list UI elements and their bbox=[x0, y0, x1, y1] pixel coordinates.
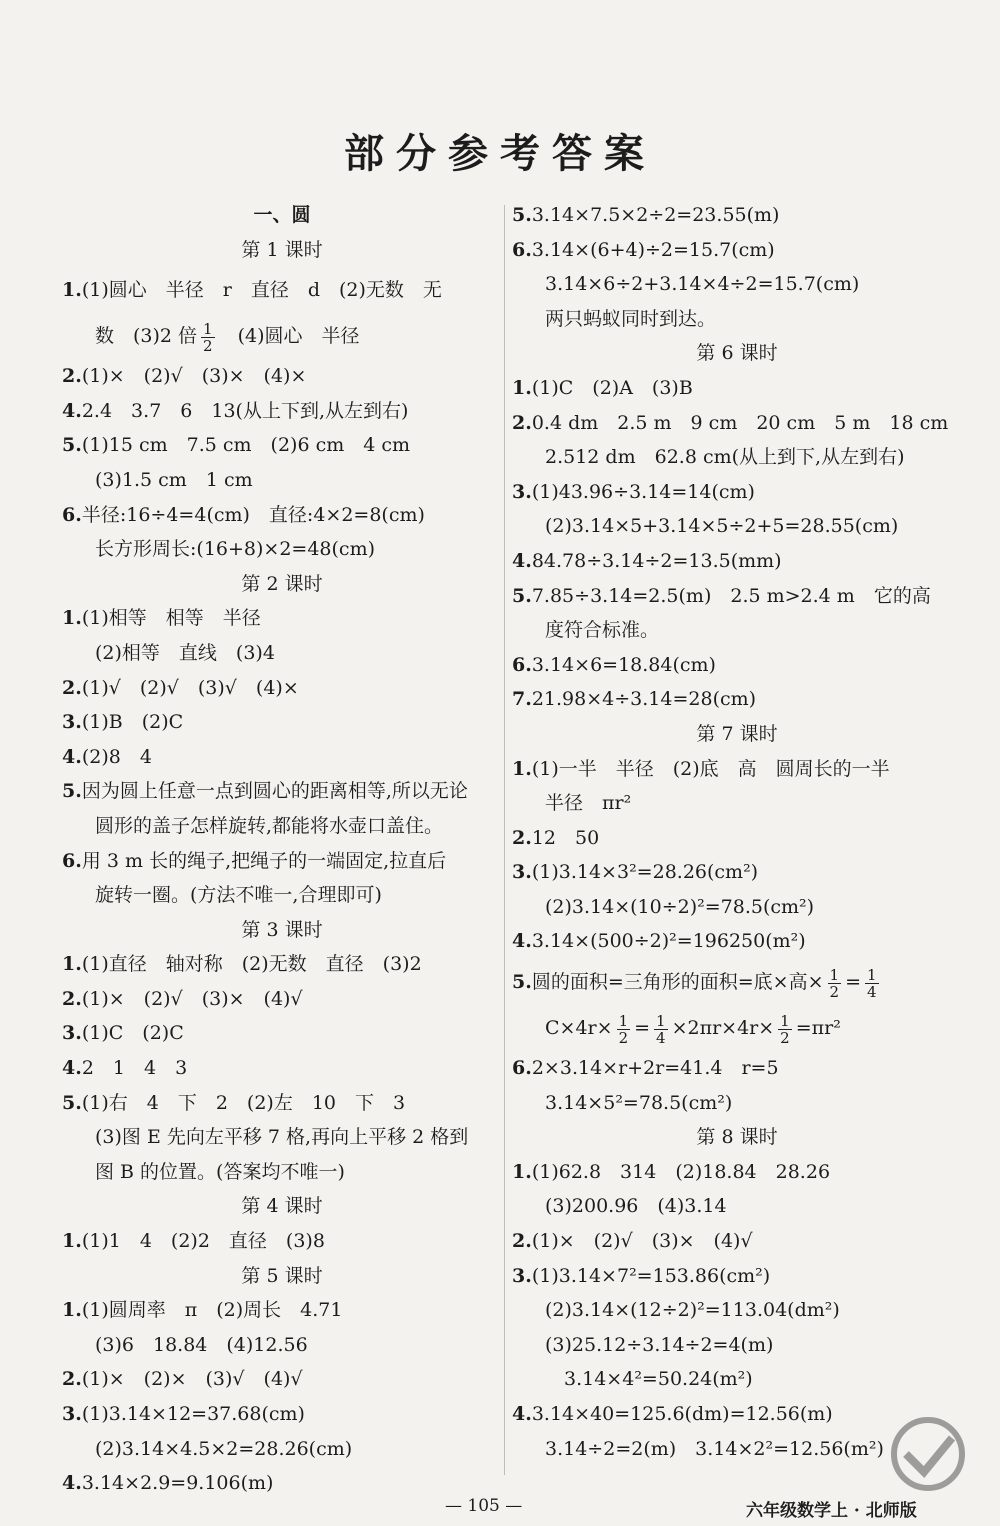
watermark-logo bbox=[868, 1414, 988, 1514]
answer-line bbox=[62, 1362, 502, 1397]
fraction bbox=[617, 1013, 631, 1046]
question-number: 2. bbox=[62, 676, 82, 699]
answer-text: (2)相等 直线 (3)4 bbox=[95, 641, 275, 664]
answer-text: (1)C (2)A (3)B bbox=[531, 376, 693, 399]
answer-text: = bbox=[845, 971, 861, 994]
answer-text: 度符合标准。 bbox=[545, 619, 660, 642]
answer-text: 数 (3)2 倍 bbox=[95, 325, 198, 348]
answer-text: 第 8 课时 bbox=[696, 1126, 778, 1149]
answer-line bbox=[62, 1051, 502, 1086]
answer-line bbox=[512, 544, 962, 579]
answer-line bbox=[62, 774, 502, 809]
answer-line bbox=[512, 509, 962, 544]
answer-text: 2 1 4 3 bbox=[81, 1057, 188, 1080]
question-number: 4. bbox=[62, 1057, 82, 1080]
answer-text: 12 50 bbox=[531, 826, 600, 849]
answer-text: (1)3.14×3²=28.26(cm²) bbox=[531, 861, 759, 884]
question-number: 6. bbox=[62, 503, 82, 526]
question-number: 6. bbox=[512, 238, 532, 261]
lesson-heading bbox=[62, 1259, 502, 1294]
question-number: 5. bbox=[512, 971, 532, 994]
answer-line bbox=[512, 1086, 962, 1121]
answer-line bbox=[512, 1259, 962, 1294]
answer-line bbox=[62, 844, 502, 879]
answer-text: 第 5 课时 bbox=[241, 1264, 323, 1287]
answer-line bbox=[512, 302, 962, 337]
answer-text: 第 3 课时 bbox=[241, 918, 323, 941]
answer-line bbox=[62, 313, 502, 359]
question-number: 5. bbox=[62, 780, 82, 803]
answer-text: (4)圆心 半径 bbox=[218, 325, 360, 348]
answer-line bbox=[512, 786, 962, 821]
answer-line bbox=[62, 463, 502, 498]
lesson-heading bbox=[62, 567, 502, 602]
question-number: 1. bbox=[512, 376, 532, 399]
answer-line bbox=[62, 1432, 502, 1467]
answer-text: C×4r× bbox=[545, 1017, 613, 1040]
answer-text: 3.14×4²=50.24(m²) bbox=[545, 1368, 753, 1391]
answer-line bbox=[512, 579, 962, 614]
question-number: 6. bbox=[62, 849, 82, 872]
answer-text: (1)相等 相等 半径 bbox=[81, 607, 261, 630]
answer-text: (1)× (2)√ (3)× (4)× bbox=[81, 365, 307, 388]
answer-line bbox=[62, 878, 502, 913]
answer-line bbox=[62, 359, 502, 394]
answer-text: (3)6 18.84 (4)12.56 bbox=[95, 1333, 308, 1356]
answer-line bbox=[62, 532, 502, 567]
answer-text: (2)3.14×4.5×2=28.26(cm) bbox=[95, 1437, 353, 1460]
answer-text: 84.78÷3.14÷2=13.5(mm) bbox=[531, 549, 782, 572]
answer-line bbox=[62, 394, 502, 429]
question-number: 1. bbox=[512, 1160, 532, 1183]
answer-text: (1)× (2)√ (3)× (4)√ bbox=[81, 987, 303, 1010]
fraction-numerator: 1 bbox=[656, 1011, 666, 1030]
answer-line bbox=[512, 1293, 962, 1328]
question-number: 3. bbox=[62, 1022, 82, 1045]
question-number: 3. bbox=[512, 861, 532, 884]
question-number: 2. bbox=[512, 1230, 532, 1253]
question-number: 3. bbox=[512, 1264, 532, 1287]
answer-text: (1)圆心 半径 r 直径 d (2)无数 无 bbox=[81, 279, 442, 302]
book-label: 六年级数学上 · 北师版 bbox=[746, 1501, 917, 1521]
answer-line bbox=[512, 440, 962, 475]
question-number: 1. bbox=[512, 757, 532, 780]
question-number: 1. bbox=[62, 1230, 82, 1253]
answer-text: (1)1 4 (2)2 直径 (3)8 bbox=[81, 1230, 325, 1253]
answer-line bbox=[512, 959, 962, 1005]
answer-line bbox=[62, 705, 502, 740]
question-number: 1. bbox=[62, 607, 82, 630]
question-number: 5. bbox=[62, 434, 82, 457]
answer-text: (1)C (2)C bbox=[81, 1022, 184, 1045]
answer-line bbox=[62, 428, 502, 463]
fraction bbox=[828, 967, 842, 1000]
question-number: 5. bbox=[62, 1091, 82, 1114]
answer-text: 第 1 课时 bbox=[241, 238, 323, 261]
answer-line bbox=[512, 855, 962, 890]
lesson-heading bbox=[62, 198, 502, 233]
fraction-denominator: 2 bbox=[618, 1028, 629, 1047]
answer-text: (1)× (2)√ (3)× (4)√ bbox=[531, 1230, 753, 1253]
question-number: 2. bbox=[62, 987, 82, 1010]
answer-text: 圆的面积=三角形的面积=底×高× bbox=[531, 971, 824, 994]
answer-text: 3.14×2.9=9.106(m) bbox=[81, 1472, 274, 1495]
question-number: 2. bbox=[62, 365, 82, 388]
question-number: 6. bbox=[512, 653, 532, 676]
answer-text: (1)3.14×7²=153.86(cm²) bbox=[531, 1264, 771, 1287]
lesson-heading bbox=[512, 717, 962, 752]
answer-text: (1)圆周率 π (2)周长 4.71 bbox=[81, 1299, 343, 1322]
lesson-heading bbox=[62, 233, 502, 268]
answer-text: 2.512 dm 62.8 cm(从上到下,从左到右) bbox=[545, 446, 905, 469]
answer-text: 因为圆上任意一点到圆心的距离相等,所以无论 bbox=[81, 780, 468, 803]
column-divider bbox=[504, 205, 505, 1475]
answer-line bbox=[512, 1224, 962, 1259]
answer-text: 第 6 课时 bbox=[696, 342, 778, 365]
answer-line bbox=[62, 982, 502, 1017]
answer-text: ×2πr×4r× bbox=[671, 1017, 775, 1040]
answer-text: 第 7 课时 bbox=[696, 722, 778, 745]
question-number: 4. bbox=[512, 549, 532, 572]
answer-line bbox=[62, 267, 502, 313]
answer-text: (2)3.14×5+3.14×5÷2+5=28.55(cm) bbox=[545, 515, 899, 538]
answer-line bbox=[62, 601, 502, 636]
answer-text: 21.98×4÷3.14=28(cm) bbox=[531, 688, 757, 711]
answer-line bbox=[512, 1051, 962, 1086]
answer-line bbox=[62, 1397, 502, 1432]
answer-text: (1)右 4 下 2 (2)左 10 下 3 bbox=[81, 1091, 406, 1114]
lesson-heading bbox=[62, 1189, 502, 1224]
answer-text: 2.4 3.7 6 13(从上下到,从左到右) bbox=[81, 399, 409, 422]
answer-text: 图 B 的位置。(答案均不唯一) bbox=[95, 1160, 345, 1183]
answer-line bbox=[512, 924, 962, 959]
answer-text: 旋转一圈。(方法不唯一,合理即可) bbox=[95, 884, 382, 907]
answer-column-right bbox=[512, 198, 962, 1466]
answer-line bbox=[512, 1328, 962, 1363]
answer-text: 长方形周长:(16+8)×2=48(cm) bbox=[95, 538, 375, 561]
page-number: — 105 — bbox=[445, 1496, 523, 1516]
question-number: 3. bbox=[62, 711, 82, 734]
question-number: 4. bbox=[512, 930, 532, 953]
answer-line bbox=[512, 233, 962, 268]
question-number: 4. bbox=[512, 1403, 532, 1425]
answer-text: (1)B (2)C bbox=[81, 711, 184, 734]
fraction-denominator: 2 bbox=[203, 336, 213, 355]
fraction-denominator: 2 bbox=[829, 982, 840, 1001]
lesson-heading bbox=[62, 913, 502, 948]
answer-text: 3.14×40=125.6(dm)=12.56(m) bbox=[531, 1403, 833, 1425]
answer-text: 圆形的盖子怎样旋转,都能将水壶口盖住。 bbox=[95, 814, 444, 837]
answer-line bbox=[62, 1016, 502, 1051]
answer-text: 第 2 课时 bbox=[241, 572, 323, 595]
question-number: 6. bbox=[512, 1057, 532, 1080]
answer-text: 3.14÷2=2(m) 3.14×2²=12.56(m²) bbox=[545, 1437, 884, 1460]
answer-line bbox=[62, 1120, 502, 1155]
answer-line bbox=[512, 475, 962, 510]
answer-text: 7.85÷3.14=2.5(m) 2.5 m>2.4 m 它的高 bbox=[531, 584, 931, 607]
answer-line bbox=[62, 636, 502, 671]
answer-column-left bbox=[62, 198, 502, 1501]
question-number: 5. bbox=[512, 584, 532, 607]
fraction bbox=[778, 1013, 792, 1046]
question-number: 2. bbox=[62, 1368, 82, 1391]
lesson-heading bbox=[512, 1120, 962, 1155]
answer-text: (1)直径 轴对称 (2)无数 直径 (3)2 bbox=[81, 953, 422, 976]
answer-line bbox=[512, 1362, 962, 1397]
answer-line bbox=[512, 1155, 962, 1190]
answer-text: (2)8 4 bbox=[81, 745, 152, 768]
answer-line bbox=[512, 648, 962, 683]
answer-line bbox=[62, 1293, 502, 1328]
answer-text: 第 4 课时 bbox=[241, 1195, 323, 1218]
answer-line bbox=[512, 371, 962, 406]
answer-line bbox=[512, 890, 962, 925]
page-footer bbox=[0, 1494, 1000, 1522]
answer-line bbox=[62, 671, 502, 706]
answer-line bbox=[512, 1005, 962, 1051]
answer-text: 一、圆 bbox=[253, 204, 311, 226]
fraction-numerator: 1 bbox=[867, 965, 877, 984]
question-number: 1. bbox=[62, 953, 82, 976]
answer-line bbox=[512, 1189, 962, 1224]
answer-text: 3.14×(6+4)÷2=15.7(cm) bbox=[531, 238, 775, 261]
answer-line bbox=[62, 1155, 502, 1190]
answer-text: 3.14×6÷2+3.14×4÷2=15.7(cm) bbox=[545, 273, 860, 296]
answer-text: (1)3.14×12=37.68(cm) bbox=[81, 1403, 305, 1425]
question-number: 1. bbox=[62, 279, 82, 302]
answer-line bbox=[62, 1086, 502, 1121]
question-number: 3. bbox=[62, 1403, 82, 1425]
answer-line bbox=[512, 406, 962, 441]
answer-line bbox=[62, 498, 502, 533]
question-number: 5. bbox=[512, 204, 532, 226]
answer-line bbox=[62, 947, 502, 982]
answer-text: (2)3.14×(10÷2)²=78.5(cm²) bbox=[545, 895, 815, 918]
fraction bbox=[654, 1013, 668, 1046]
answer-text: 半径:16÷4=4(cm) 直径:4×2=8(cm) bbox=[81, 503, 425, 526]
answer-text: 3.14×5²=78.5(cm²) bbox=[545, 1091, 733, 1114]
answer-text: (2)3.14×(12÷2)²=113.04(dm²) bbox=[545, 1299, 840, 1322]
answer-line bbox=[62, 809, 502, 844]
fraction-numerator: 1 bbox=[829, 965, 840, 984]
answer-text: 两只蚂蚁同时到达。 bbox=[545, 307, 717, 330]
fraction bbox=[201, 321, 215, 354]
answer-text: 0.4 dm 2.5 m 9 cm 20 cm 5 m 18 cm bbox=[531, 411, 949, 434]
answer-text: (3)25.12÷3.14÷2=4(m) bbox=[545, 1333, 774, 1356]
answer-text: 3.14×6=18.84(cm) bbox=[531, 653, 716, 676]
answer-text: (1)15 cm 7.5 cm (2)6 cm 4 cm bbox=[81, 434, 411, 457]
question-number: 1. bbox=[62, 1299, 82, 1322]
answer-text: 用 3 m 长的绳子,把绳子的一端固定,拉直后 bbox=[81, 849, 447, 872]
answer-text: (1)√ (2)√ (3)√ (4)× bbox=[81, 676, 299, 699]
answer-text: 3.14×7.5×2÷2=23.55(m) bbox=[531, 204, 780, 226]
fraction-numerator: 1 bbox=[203, 319, 213, 338]
lesson-heading bbox=[512, 336, 962, 371]
question-number: 2. bbox=[512, 411, 532, 434]
answer-text: 2×3.14×r+2r=41.4 r=5 bbox=[531, 1057, 779, 1080]
answer-text: = bbox=[634, 1017, 651, 1040]
answer-text: (3)图 E 先向左平移 7 格,再向上平移 2 格到 bbox=[95, 1126, 469, 1149]
question-number: 2. bbox=[512, 826, 532, 849]
answer-line bbox=[512, 752, 962, 787]
fraction-denominator: 2 bbox=[780, 1028, 790, 1047]
answer-line bbox=[512, 267, 962, 302]
answer-line bbox=[512, 198, 962, 233]
answer-text: (1)43.96÷3.14=14(cm) bbox=[531, 480, 755, 503]
fraction-numerator: 1 bbox=[618, 1011, 629, 1030]
question-number: 3. bbox=[512, 480, 532, 503]
answer-line bbox=[62, 1224, 502, 1259]
answer-text: (1)一半 半径 (2)底 高 圆周长的一半 bbox=[531, 757, 890, 780]
question-number: 4. bbox=[62, 399, 82, 422]
fraction-numerator: 1 bbox=[780, 1011, 790, 1030]
answer-text: (1)62.8 314 (2)18.84 28.26 bbox=[531, 1160, 831, 1183]
answer-text: (3)200.96 (4)3.14 bbox=[545, 1195, 727, 1218]
answer-line bbox=[512, 613, 962, 648]
fraction bbox=[865, 967, 879, 1000]
answer-line bbox=[62, 1328, 502, 1363]
answer-text: 3.14×(500÷2)²=196250(m²) bbox=[531, 930, 806, 953]
question-number: 4. bbox=[62, 745, 82, 768]
answer-line bbox=[512, 821, 962, 856]
answer-text: 半径 πr² bbox=[545, 792, 632, 815]
answer-text: (1)× (2)× (3)√ (4)√ bbox=[81, 1368, 303, 1391]
page-title: 部分参考答案 bbox=[344, 130, 656, 177]
fraction-denominator: 4 bbox=[656, 1028, 666, 1047]
answer-line bbox=[512, 682, 962, 717]
question-number: 7. bbox=[512, 688, 532, 711]
answer-text: (3)1.5 cm 1 cm bbox=[95, 468, 253, 491]
answer-text: =πr² bbox=[795, 1017, 841, 1040]
answer-line bbox=[62, 740, 502, 775]
question-number: 4. bbox=[62, 1472, 82, 1495]
fraction-denominator: 4 bbox=[867, 982, 877, 1001]
